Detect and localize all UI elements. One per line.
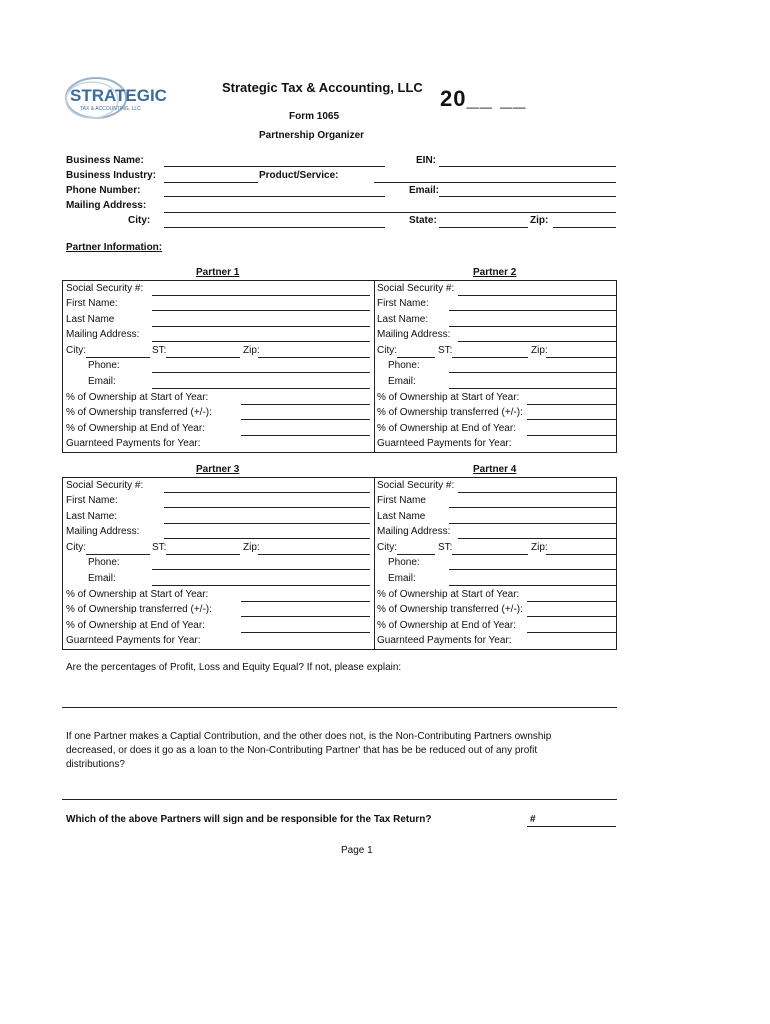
p4-start-label: % of Ownership at Start of Year: — [377, 589, 520, 600]
p1-st-field[interactable] — [166, 357, 240, 358]
p4-ssn-field[interactable] — [458, 492, 616, 493]
p3-ssn-label: Social Security #: — [66, 480, 144, 491]
p1-end-field[interactable] — [241, 435, 370, 436]
p4-zip-label: Zip: — [531, 542, 548, 553]
p4-ssn-label: Social Security #: — [377, 480, 455, 491]
p4-phone-label: Phone: — [388, 557, 420, 568]
p3-st-label: ST: — [152, 542, 167, 553]
p3-mailing-field[interactable] — [164, 538, 370, 539]
p4-mailing-label: Mailing Address: — [377, 526, 451, 537]
partner-4-title: Partner 4 — [473, 464, 517, 475]
p4-last-name-label: Last Name — [377, 511, 426, 522]
p4-last-name-field[interactable] — [449, 523, 616, 524]
p4-mailing-field[interactable] — [458, 538, 616, 539]
p1-mailing-field[interactable] — [152, 341, 370, 342]
p3-end-field[interactable] — [241, 632, 370, 633]
p3-guaranteed-label: Guarnteed Payments for Year: — [66, 635, 201, 646]
p4-guaranteed-label: Guarnteed Payments for Year: — [377, 635, 512, 646]
form-number: Form 1065 — [289, 111, 340, 122]
state-field[interactable] — [439, 227, 528, 228]
phone-number-field[interactable] — [164, 196, 385, 197]
p1-mailing-label: Mailing Address: — [66, 329, 140, 340]
p3-city-field[interactable] — [86, 554, 150, 555]
p2-city-label: City: — [377, 345, 397, 356]
p2-phone-label: Phone: — [388, 360, 420, 371]
zip-label: Zip: — [530, 215, 549, 226]
p1-last-name-field[interactable] — [152, 326, 370, 327]
p2-guaranteed-label: Guarnteed Payments for Year: — [377, 438, 512, 449]
question-2-line-1: If one Partner makes a Captial Contribution, and the other does not, is the Non-Contributing Partners ownship — [66, 731, 552, 742]
p1-transferred-field[interactable] — [241, 419, 370, 420]
question-2-line-2: decreased, or does it go as a loan to the Non-Contributing Partner' that has be be reduced out of any profit — [66, 745, 538, 756]
p2-st-field[interactable] — [452, 357, 528, 358]
p1-phone-label: Phone: — [88, 360, 120, 371]
p2-email-field[interactable] — [449, 388, 616, 389]
p2-ssn-field[interactable] — [458, 295, 616, 296]
p2-last-name-label: Last Name: — [377, 314, 429, 325]
p3-phone-label: Phone: — [88, 557, 120, 568]
p1-zip-label: Zip: — [243, 345, 260, 356]
p1-zip-field[interactable] — [258, 357, 370, 358]
mailing-address-label: Mailing Address: — [66, 200, 147, 211]
p4-email-field[interactable] — [449, 585, 616, 586]
partner-2-title: Partner 2 — [473, 267, 517, 278]
p4-email-label: Email: — [388, 573, 416, 584]
p2-end-field[interactable] — [527, 435, 616, 436]
p4-st-label: ST: — [438, 542, 453, 553]
p4-st-field[interactable] — [452, 554, 528, 555]
product-service-label: Product/Service: — [259, 170, 339, 181]
p3-zip-field[interactable] — [258, 554, 370, 555]
p2-email-label: Email: — [388, 376, 416, 387]
partners-divider — [374, 280, 375, 453]
p1-st-label: ST: — [152, 345, 167, 356]
p2-zip-field[interactable] — [546, 357, 616, 358]
p4-end-label: % of Ownership at End of Year: — [377, 620, 516, 631]
p4-transferred-field[interactable] — [527, 616, 616, 617]
partner-1-title: Partner 1 — [196, 267, 240, 278]
business-name-label: Business Name: — [66, 155, 144, 166]
p2-transferred-label: % of Ownership transferred (+/-): — [377, 407, 523, 418]
p1-guaranteed-label: Guarnteed Payments for Year: — [66, 438, 201, 449]
p2-zip-label: Zip: — [531, 345, 548, 356]
p4-city-field[interactable] — [397, 554, 435, 555]
email-field[interactable] — [439, 196, 616, 197]
logo-subtext: TAX & ACCOUNTING, LLC — [80, 106, 141, 112]
ein-label: EIN: — [416, 155, 436, 166]
p2-start-field[interactable] — [527, 404, 616, 405]
ein-field[interactable] — [439, 166, 616, 167]
product-service-field[interactable] — [374, 182, 616, 183]
p3-city-label: City: — [66, 542, 86, 553]
p2-st-label: ST: — [438, 345, 453, 356]
p1-ssn-label: Social Security #: — [66, 283, 144, 294]
city-label: City: — [128, 215, 151, 226]
p3-last-name-label: Last Name: — [66, 511, 118, 522]
partner-information-heading: Partner Information: — [66, 242, 163, 253]
city-field[interactable] — [164, 227, 385, 228]
p3-end-label: % of Ownership at End of Year: — [66, 620, 205, 631]
p4-first-name-label: First Name — [377, 495, 426, 506]
p4-phone-field[interactable] — [449, 569, 616, 570]
p2-city-field[interactable] — [397, 357, 435, 358]
p3-email-field[interactable] — [152, 585, 370, 586]
company-logo — [62, 74, 166, 122]
p4-city-label: City: — [377, 542, 397, 553]
question-3: Which of the above Partners will sign and be responsible for the Tax Return? — [66, 814, 432, 825]
year-field[interactable]: 20__ __ — [440, 86, 527, 111]
p1-phone-field[interactable] — [152, 372, 370, 373]
p2-start-label: % of Ownership at Start of Year: — [377, 392, 520, 403]
business-industry-field[interactable] — [164, 182, 258, 183]
partners-divider-2 — [374, 477, 375, 650]
p2-mailing-label: Mailing Address: — [377, 329, 451, 340]
p2-last-name-field[interactable] — [449, 326, 616, 327]
p1-city-label: City: — [66, 345, 86, 356]
p1-start-field[interactable] — [241, 404, 370, 405]
p1-last-name-label: Last Name — [66, 314, 115, 325]
p3-transferred-label: % of Ownership transferred (+/-): — [66, 604, 212, 615]
partner-3-title: Partner 3 — [196, 464, 240, 475]
p1-ssn-field[interactable] — [152, 295, 370, 296]
p4-transferred-label: % of Ownership transferred (+/-): — [377, 604, 523, 615]
p1-city-field[interactable] — [86, 357, 150, 358]
email-label: Email: — [409, 185, 440, 196]
p3-zip-label: Zip: — [243, 542, 260, 553]
p3-start-label: % of Ownership at Start of Year: — [66, 589, 209, 600]
p2-ssn-label: Social Security #: — [377, 283, 455, 294]
question-2-answer-field[interactable] — [62, 799, 617, 800]
p3-last-name-field[interactable] — [164, 523, 370, 524]
p4-start-field[interactable] — [527, 601, 616, 602]
mailing-address-field[interactable] — [164, 212, 616, 213]
p2-phone-field[interactable] — [449, 372, 616, 373]
p3-first-name-field[interactable] — [164, 507, 370, 508]
p2-end-label: % of Ownership at End of Year: — [377, 423, 516, 434]
p3-st-field[interactable] — [166, 554, 240, 555]
logo-text: STRATEGIC — [70, 86, 166, 105]
p4-end-field[interactable] — [527, 632, 616, 633]
p3-mailing-label: Mailing Address: — [66, 526, 140, 537]
p3-first-name-label: First Name: — [66, 495, 118, 506]
question-2-line-3: distributions? — [66, 759, 125, 770]
p3-transferred-field[interactable] — [241, 616, 370, 617]
phone-number-label: Phone Number: — [66, 185, 141, 196]
business-name-field[interactable] — [164, 166, 385, 167]
p1-email-field[interactable] — [152, 388, 370, 389]
p2-transferred-field[interactable] — [527, 419, 616, 420]
p3-start-field[interactable] — [241, 601, 370, 602]
question-1-answer-field[interactable] — [62, 707, 617, 708]
p2-first-name-field[interactable] — [449, 310, 616, 311]
page-number: Page 1 — [341, 845, 373, 856]
state-label: State: — [409, 215, 437, 226]
p3-email-label: Email: — [88, 573, 116, 584]
business-industry-label: Business Industry: — [66, 170, 157, 181]
p2-first-name-label: First Name: — [377, 298, 429, 309]
p1-start-label: % of Ownership at Start of Year: — [66, 392, 209, 403]
p1-transferred-label: % of Ownership transferred (+/-): — [66, 407, 212, 418]
zip-field[interactable] — [553, 227, 616, 228]
p4-first-name-field[interactable] — [449, 507, 616, 508]
p3-ssn-field[interactable] — [164, 492, 370, 493]
signing-partner-field[interactable] — [527, 826, 616, 827]
p3-phone-field[interactable] — [152, 569, 370, 570]
p1-first-name-field[interactable] — [152, 310, 370, 311]
question-1: Are the percentages of Profit, Loss and Equity Equal? If not, please explain: — [66, 662, 402, 673]
p1-end-label: % of Ownership at End of Year: — [66, 423, 205, 434]
company-name: Strategic Tax & Accounting, LLC — [222, 80, 423, 95]
p1-first-name-label: First Name: — [66, 298, 118, 309]
p4-zip-field[interactable] — [546, 554, 616, 555]
form-title: Partnership Organizer — [259, 130, 365, 141]
question-3-hash: # — [530, 814, 536, 825]
p2-mailing-field[interactable] — [458, 341, 616, 342]
p1-email-label: Email: — [88, 376, 116, 387]
